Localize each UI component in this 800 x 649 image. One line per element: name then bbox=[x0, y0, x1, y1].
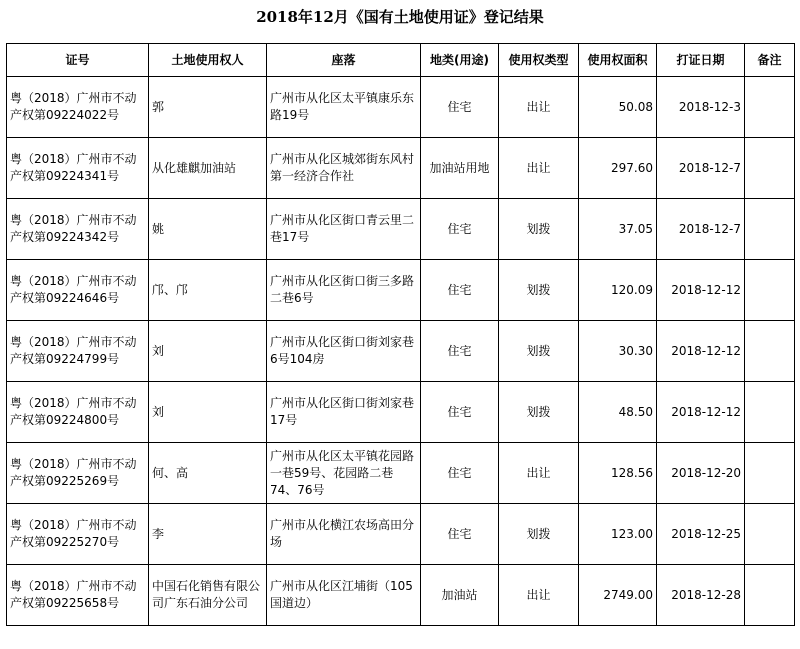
area: 128.56 bbox=[579, 443, 657, 504]
cert-number: 粤（2018）广州市不动产权第09224646号 bbox=[7, 260, 149, 321]
remark bbox=[745, 199, 795, 260]
right-type: 出让 bbox=[499, 443, 579, 504]
right-type: 划拨 bbox=[499, 260, 579, 321]
right-type: 划拨 bbox=[499, 504, 579, 565]
right-type: 划拨 bbox=[499, 321, 579, 382]
area: 48.50 bbox=[579, 382, 657, 443]
location: 广州市从化横江农场高田分场 bbox=[267, 504, 421, 565]
table-row bbox=[7, 321, 795, 382]
table-row bbox=[7, 260, 795, 321]
table-row bbox=[7, 565, 795, 626]
table-row bbox=[7, 382, 795, 443]
area: 50.08 bbox=[579, 77, 657, 138]
header-remark: 备注 bbox=[745, 44, 795, 77]
table-row bbox=[7, 199, 795, 260]
holder: 刘 bbox=[149, 321, 267, 382]
land-use: 住宅 bbox=[421, 260, 499, 321]
issue-date: 2018-12-7 bbox=[657, 138, 745, 199]
area: 2749.00 bbox=[579, 565, 657, 626]
land-use: 住宅 bbox=[421, 77, 499, 138]
remark bbox=[745, 77, 795, 138]
land-use: 住宅 bbox=[421, 504, 499, 565]
holder: 姚 bbox=[149, 199, 267, 260]
land-use: 住宅 bbox=[421, 321, 499, 382]
location: 广州市从化区街口街刘家巷6号104房 bbox=[267, 321, 421, 382]
location: 广州市从化区江埔街（105国道边） bbox=[267, 565, 421, 626]
issue-date: 2018-12-12 bbox=[657, 382, 745, 443]
area: 37.05 bbox=[579, 199, 657, 260]
holder: 从化雄麒加油站 bbox=[149, 138, 267, 199]
table-row bbox=[7, 138, 795, 199]
right-type: 出让 bbox=[499, 77, 579, 138]
cert-number: 粤（2018）广州市不动产权第09225269号 bbox=[7, 443, 149, 504]
land-use: 加油站用地 bbox=[421, 138, 499, 199]
location: 广州市从化区太平镇花园路一巷59号、花园路二巷74、76号 bbox=[267, 443, 421, 504]
location: 广州市从化区街口街三多路二巷6号 bbox=[267, 260, 421, 321]
remark bbox=[745, 504, 795, 565]
cert-number: 粤（2018）广州市不动产权第09224800号 bbox=[7, 382, 149, 443]
area: 120.09 bbox=[579, 260, 657, 321]
area: 123.00 bbox=[579, 504, 657, 565]
issue-date: 2018-12-12 bbox=[657, 260, 745, 321]
location: 广州市从化区太平镇康乐东路19号 bbox=[267, 77, 421, 138]
header-holder: 土地使用权人 bbox=[149, 44, 267, 77]
holder: 何、高 bbox=[149, 443, 267, 504]
remark bbox=[745, 260, 795, 321]
right-type: 出让 bbox=[499, 565, 579, 626]
header-right-type: 使用权类型 bbox=[499, 44, 579, 77]
cert-number: 粤（2018）广州市不动产权第09224799号 bbox=[7, 321, 149, 382]
cert-number: 粤（2018）广州市不动产权第09224342号 bbox=[7, 199, 149, 260]
issue-date: 2018-12-3 bbox=[657, 77, 745, 138]
table-header-row bbox=[7, 44, 795, 77]
cert-number: 粤（2018）广州市不动产权第09224341号 bbox=[7, 138, 149, 199]
issue-date: 2018-12-20 bbox=[657, 443, 745, 504]
holder: 郭 bbox=[149, 77, 267, 138]
page-title: 2018年12月《国有土地使用证》登记结果 bbox=[256, 8, 544, 26]
land-use: 住宅 bbox=[421, 382, 499, 443]
remark bbox=[745, 138, 795, 199]
land-use: 住宅 bbox=[421, 443, 499, 504]
location: 广州市从化区街口青云里二巷17号 bbox=[267, 199, 421, 260]
remark bbox=[745, 321, 795, 382]
location: 广州市从化区街口街刘家巷17号 bbox=[267, 382, 421, 443]
cert-number: 粤（2018）广州市不动产权第09224022号 bbox=[7, 77, 149, 138]
issue-date: 2018-12-28 bbox=[657, 565, 745, 626]
issue-date: 2018-12-7 bbox=[657, 199, 745, 260]
holder: 刘 bbox=[149, 382, 267, 443]
right-type: 划拨 bbox=[499, 382, 579, 443]
cert-number: 粤（2018）广州市不动产权第09225270号 bbox=[7, 504, 149, 565]
issue-date: 2018-12-12 bbox=[657, 321, 745, 382]
table-row bbox=[7, 443, 795, 504]
holder: 中国石化销售有限公司广东石油分公司 bbox=[149, 565, 267, 626]
right-type: 出让 bbox=[499, 138, 579, 199]
remark bbox=[745, 565, 795, 626]
land-use: 住宅 bbox=[421, 199, 499, 260]
location: 广州市从化区城郊街东风村第一经济合作社 bbox=[267, 138, 421, 199]
header-land-use: 地类(用途) bbox=[421, 44, 499, 77]
land-use: 加油站 bbox=[421, 565, 499, 626]
issue-date: 2018-12-25 bbox=[657, 504, 745, 565]
holder: 李 bbox=[149, 504, 267, 565]
holder: 邝、邝 bbox=[149, 260, 267, 321]
right-type: 划拨 bbox=[499, 199, 579, 260]
area: 30.30 bbox=[579, 321, 657, 382]
cert-number: 粤（2018）广州市不动产权第09225658号 bbox=[7, 565, 149, 626]
header-cert: 证号 bbox=[7, 44, 149, 77]
remark bbox=[745, 443, 795, 504]
table-row bbox=[7, 504, 795, 565]
remark bbox=[745, 382, 795, 443]
header-date: 打证日期 bbox=[657, 44, 745, 77]
area: 297.60 bbox=[579, 138, 657, 199]
header-area: 使用权面积 bbox=[579, 44, 657, 77]
header-location: 座落 bbox=[267, 44, 421, 77]
table-row bbox=[7, 77, 795, 138]
registration-table bbox=[6, 43, 795, 626]
